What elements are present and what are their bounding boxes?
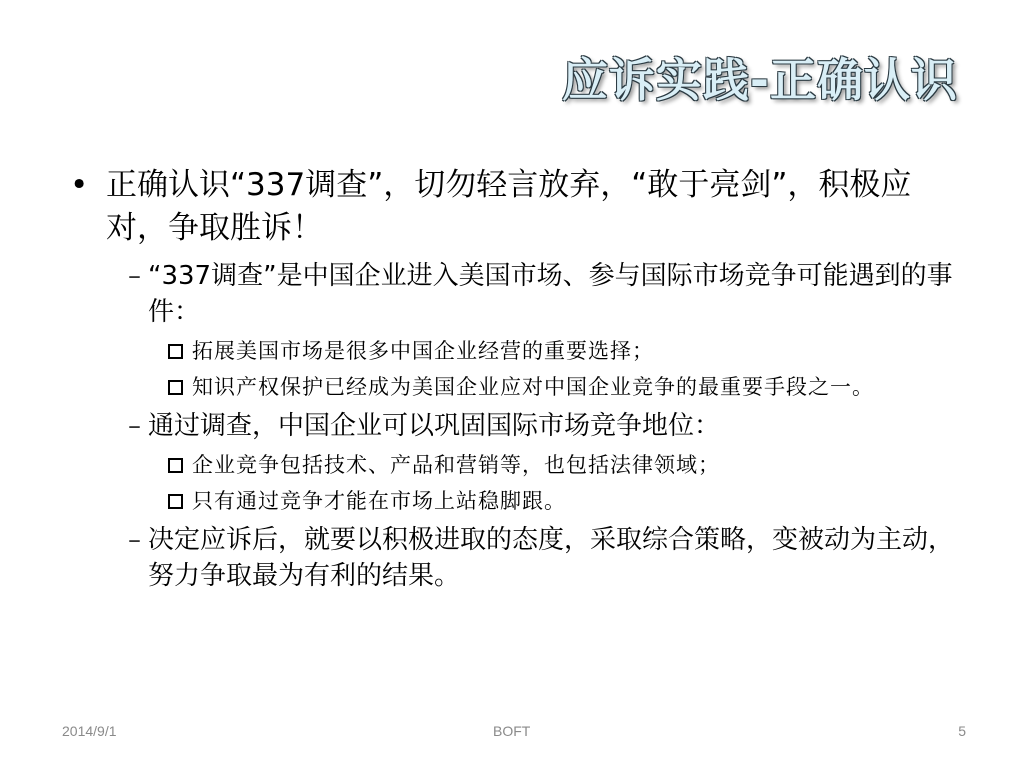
sub-bullet-text: 决定应诉后，就要以积极进取的态度，采取综合策略，变被动为主动，努力争取最为有利的结果。 — [148, 525, 955, 591]
slide-title: 应诉实践-正确认识 — [561, 53, 958, 107]
sub-bullet-1 — [128, 258, 960, 330]
checkbox-square-icon — [168, 458, 183, 473]
sub-bullet-2 — [128, 408, 960, 444]
dash-marker: – — [128, 261, 141, 291]
sub-sub-bullet-text: 知识产权保护已经成为美国企业应对中国企业竞争的最重要手段之一。 — [192, 375, 874, 399]
footer-organization: BOFT — [493, 723, 531, 739]
sub-sub-bullet-text: 企业竞争包括技术、产品和营销等，也包括法律领域； — [192, 453, 720, 477]
main-bullet — [70, 164, 960, 250]
bullet-marker: • — [70, 167, 89, 203]
slide-page-number: 5 — [958, 723, 966, 739]
sub-bullet-3 — [128, 522, 960, 594]
sub-bullet-text: “337调查”是中国企业进入美国市场、参与国际市场竞争可能遇到的事件： — [148, 261, 953, 327]
sub-sub-bullet-2-1 — [166, 450, 960, 480]
checkbox-square-icon — [168, 380, 183, 395]
sub-sub-bullet-text: 拓展美国市场是很多中国企业经营的重要选择； — [192, 339, 654, 363]
sub-sub-bullet-1-2 — [166, 372, 960, 402]
sub-sub-bullet-2-2 — [166, 486, 960, 516]
footer-date: 2014/9/1 — [62, 723, 117, 739]
checkbox-square-icon — [168, 494, 183, 509]
checkbox-square-icon — [168, 344, 183, 359]
main-bullet-text: 正确认识“337调查”，切勿轻言放弃，“敢于亮剑”，积极应对，争取胜诉！ — [106, 167, 912, 246]
dash-marker: – — [128, 411, 141, 441]
sub-sub-bullet-1-1 — [166, 336, 960, 366]
sub-bullet-text: 通过调查，中国企业可以巩固国际市场竞争地位： — [148, 411, 721, 441]
slide-body — [70, 164, 960, 598]
sub-sub-bullet-text: 只有通过竞争才能在市场上站稳脚跟。 — [192, 489, 566, 513]
dash-marker: – — [128, 525, 141, 555]
